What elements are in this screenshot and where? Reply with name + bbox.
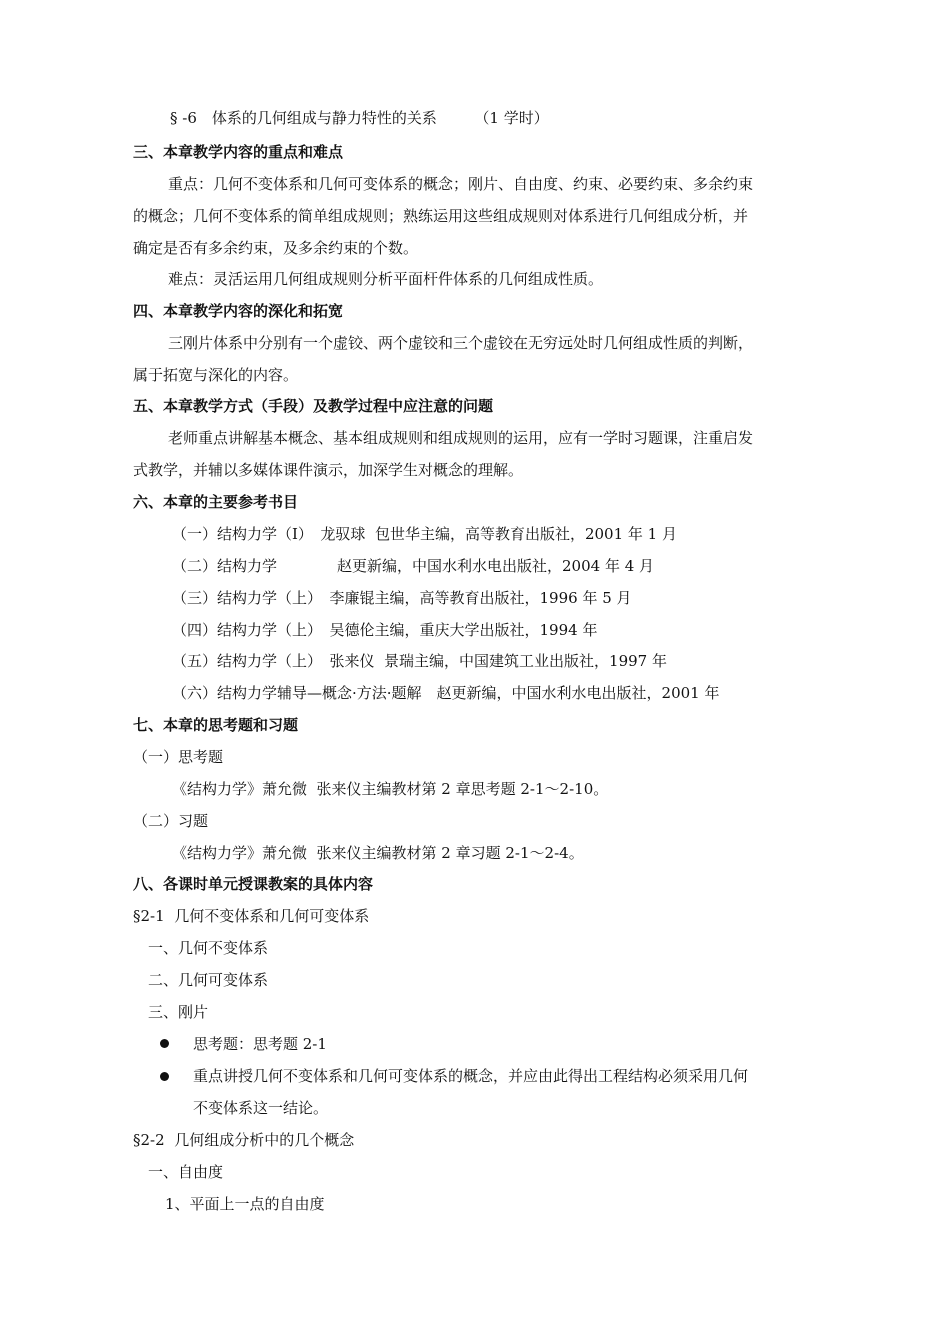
heading-5: 五、本章教学方式（手段）及教学过程中应注意的问题 bbox=[133, 397, 494, 415]
bullet-text: 重点讲授几何不变体系和几何可变体系的概念，并应由此得出工程结构必须采用几何 bbox=[193, 1067, 749, 1085]
bullet-icon bbox=[160, 1039, 169, 1048]
heading-7: 七、本章的思考题和习题 bbox=[133, 716, 299, 734]
bullet-text: 不变体系这一结论。 bbox=[193, 1099, 329, 1117]
outline-item: 二、几何可变体系 bbox=[148, 971, 269, 989]
paragraph-line: 老师重点讲解基本概念、基本组成规则和组成规则的运用，应有一学时习题课，注重启发 bbox=[168, 429, 754, 447]
outline-item: 三、刚片 bbox=[148, 1003, 209, 1021]
bullet-icon bbox=[160, 1072, 169, 1081]
heading-8: 八、各课时单元授课教案的具体内容 bbox=[133, 875, 374, 893]
paragraph-line: 确定是否有多余约束，及多余约束的个数。 bbox=[133, 239, 419, 257]
bullet-text: 思考题：思考题 2-1 bbox=[193, 1035, 327, 1053]
subheading: （一）思考题 bbox=[133, 748, 224, 766]
reference-item: （三）结构力学（上） 李廉锟主编，高等教育出版社，1996 年 5 月 bbox=[172, 589, 632, 607]
reference-item: （六）结构力学辅导—概念·方法·题解 赵更新编，中国水利水电出版社，2001 年 bbox=[172, 684, 720, 702]
heading-6: 六、本章的主要参考书目 bbox=[133, 493, 299, 511]
paragraph-line: 《结构力学》萧允微 张来仪主编教材第 2 章习题 2-1～2-4。 bbox=[172, 844, 584, 862]
reference-item: （二）结构力学 赵更新编，中国水利水电出版社，2004 年 4 月 bbox=[172, 557, 655, 575]
reference-item: （五）结构力学（上） 张来仪 景瑞主编，中国建筑工业出版社，1997 年 bbox=[172, 652, 667, 670]
reference-item: （四）结构力学（上） 吴德伦主编，重庆大学出版社，1994 年 bbox=[172, 621, 598, 639]
section-title: §2-2 几何组成分析中的几个概念 bbox=[133, 1131, 355, 1149]
section-line: § -6 体系的几何组成与静力特性的关系 （1 学时） bbox=[170, 109, 549, 127]
heading-4: 四、本章教学内容的深化和拓宽 bbox=[133, 302, 344, 320]
paragraph-line: 属于拓宽与深化的内容。 bbox=[133, 366, 299, 384]
section-title: §2-1 几何不变体系和几何可变体系 bbox=[133, 907, 370, 925]
paragraph-line: 式教学，并辅以多媒体课件演示，加深学生对概念的理解。 bbox=[133, 461, 524, 479]
paragraph-line: 《结构力学》萧允微 张来仪主编教材第 2 章思考题 2-1～2-10。 bbox=[172, 780, 609, 798]
subheading: （二）习题 bbox=[133, 812, 209, 830]
paragraph-line: 重点：几何不变体系和几何可变体系的概念；刚片、自由度、约束、必要约束、多余约束 bbox=[168, 175, 754, 193]
outline-subitem: 1、平面上一点的自由度 bbox=[165, 1195, 325, 1213]
paragraph-line: 难点：灵活运用几何组成规则分析平面杆件体系的几何组成性质。 bbox=[168, 270, 604, 288]
reference-item: （一）结构力学（Ⅰ） 龙驭球 包世华主编，高等教育出版社，2001 年 1 月 bbox=[172, 525, 677, 543]
outline-item: 一、自由度 bbox=[148, 1163, 224, 1181]
outline-item: 一、几何不变体系 bbox=[148, 939, 269, 957]
heading-3: 三、本章教学内容的重点和难点 bbox=[133, 143, 344, 161]
paragraph-line: 的概念；几何不变体系的简单组成规则；熟练运用这些组成规则对体系进行几何组成分析，并 bbox=[133, 207, 749, 225]
paragraph-line: 三刚片体系中分别有一个虚铰、两个虚铰和三个虚铰在无穷远处时几何组成性质的判断， bbox=[168, 334, 754, 352]
